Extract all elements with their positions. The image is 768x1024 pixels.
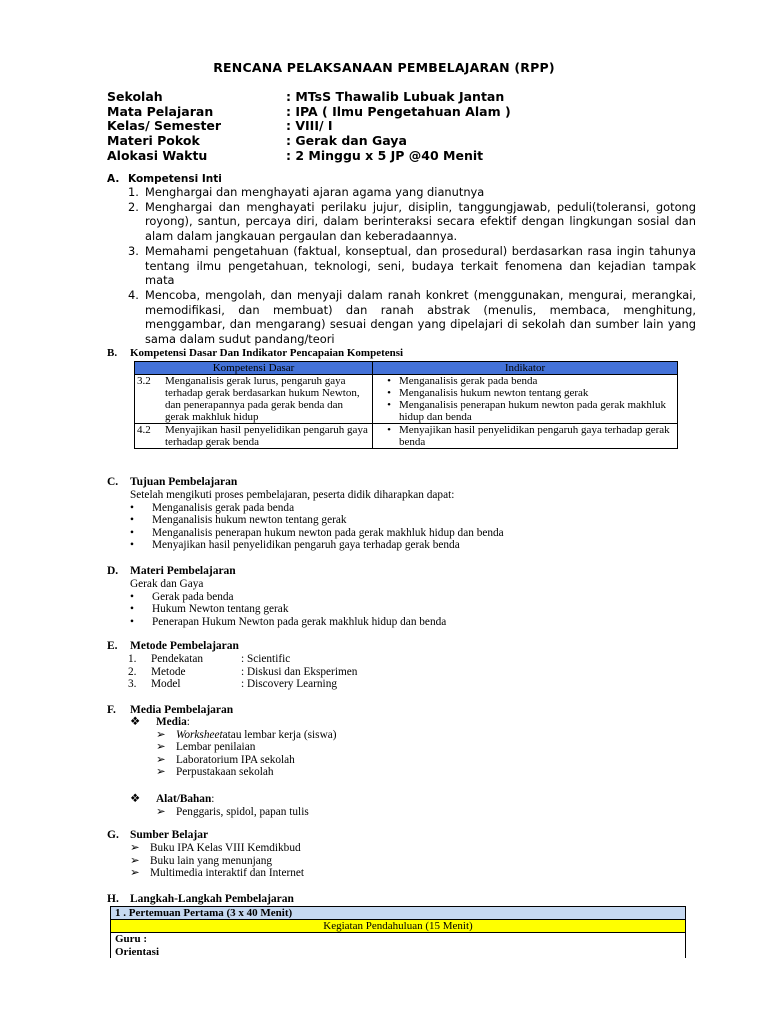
section-e-body — [128, 653, 357, 691]
bullet-dot-icon: • — [130, 615, 134, 628]
section-h-letter: H. — [107, 893, 119, 905]
bullet-dot-icon: • — [130, 590, 134, 603]
arrow-bullet-icon: ➢ — [156, 728, 166, 741]
list-item — [130, 754, 337, 767]
alat-colon: : — [211, 793, 215, 805]
diamond-icon: ❖ — [130, 716, 141, 728]
arrow-bullet-icon: ➢ — [156, 753, 166, 766]
info-value-mapel: : IPA ( Ilmu Pengetahuan Alam ) — [286, 104, 511, 119]
section-d-heading: Materi Pembelajaran — [130, 565, 236, 577]
section-a-letter: A. — [107, 173, 120, 185]
list-item — [379, 399, 675, 423]
section-d-letter: D. — [107, 565, 119, 577]
table-row — [111, 907, 686, 920]
list-label: Metode — [151, 665, 186, 678]
table-row — [111, 920, 686, 933]
kd-number: 4.2 — [135, 424, 164, 449]
list-text: Hukum Newton tentang gerak — [152, 603, 289, 616]
worksheet-rest-text: atau lembar kerja (siswa) — [222, 728, 337, 741]
info-value-materi: : Gerak dan Gaya — [286, 133, 407, 148]
list-number: 3. — [128, 678, 137, 691]
section-d-intro: Gerak dan Gaya — [130, 578, 204, 590]
list-item — [130, 514, 504, 527]
section-b-letter: B. — [107, 347, 118, 359]
info-label-materi: Materi Pokok — [107, 133, 200, 148]
indikator-header-cell: Indikator — [373, 362, 678, 375]
list-text: Menganalisis gerak pada benda — [152, 501, 295, 514]
list-value: : Diskusi dan Eksperimen — [241, 665, 358, 678]
info-value-alokasi: : 2 Minggu x 5 JP @40 Menit — [286, 148, 484, 163]
section-c-letter: C. — [107, 476, 119, 488]
list-item — [379, 387, 675, 399]
list-text: Buku lain yang menunjang — [150, 854, 273, 867]
list-text: Buku IPA Kelas VIII Kemdikbud — [150, 842, 301, 854]
section-b-heading: Kompetensi Dasar Dan Indikator Pencapaian Kompetensi — [130, 347, 404, 359]
list-item — [130, 591, 446, 604]
arrow-bullet-icon: ➢ — [156, 766, 166, 779]
bullet-dot-icon: • — [387, 387, 391, 399]
indikator-text: Menganalisis hukum newton tentang gerak — [399, 387, 589, 399]
list-item — [130, 842, 304, 855]
media-block — [130, 716, 337, 779]
info-label-mapel: Mata Pelajaran — [107, 104, 214, 119]
arrow-bullet-icon: ➢ — [130, 867, 140, 880]
list-item — [130, 806, 309, 819]
kd-table — [134, 361, 678, 449]
ki-number: 1. — [128, 185, 139, 199]
list-item — [130, 603, 446, 616]
section-e-letter: E. — [107, 640, 118, 652]
bullet-dot-icon: • — [130, 526, 134, 539]
ki-item — [128, 244, 696, 288]
list-text: Penerapan Hukum Newton pada gerak makhluk hidup dan benda — [152, 615, 447, 628]
indikator-text: Menyajikan hasil penyelidikan pengaruh gaya terhadap gerak benda — [399, 424, 670, 448]
ki-text: Menghargai dan menghayati perilaku jujur, disiplin, tanggungjawab, peduli(toleransi, gotong royong), santun, percaya diri, dalam berinteraksi secara efektif dengan lingkungan sosial dan alam dalam jangkauan pergaulan dan keberadaannya. — [145, 199, 696, 244]
list-label: Pendekatan — [151, 653, 204, 665]
indikator-cell — [373, 375, 678, 424]
indikator-cell — [373, 424, 678, 449]
media-heading-row — [130, 716, 337, 729]
kd-table-header — [135, 362, 678, 375]
list-text: Penggaris, spidol, papan tulis — [176, 805, 309, 818]
arrow-bullet-icon: ➢ — [156, 741, 166, 754]
ki-text: Memahami pengetahuan (faktual, konseptual, dan prosedural) berdasarkan rasa ingin tahunya tentang ilmu pengetahuan, teknologi, seni, budaya terkait fenomena dan kejadian tampak mata — [145, 243, 696, 288]
arrow-bullet-icon: ➢ — [156, 805, 166, 818]
media-label: Media — [156, 716, 187, 728]
list-number: 2. — [128, 665, 137, 678]
kd-header-cell: Kompetensi Dasar — [135, 362, 373, 375]
kd-text: Menyajikan hasil penyelidikan pengaruh gaya terhadap gerak benda — [163, 424, 373, 449]
ki-item — [128, 200, 696, 244]
bullet-dot-icon: • — [387, 375, 391, 387]
guru-label: Guru : — [115, 933, 148, 945]
ki-number: 4. — [128, 287, 139, 302]
bullet-dot-icon: • — [130, 501, 134, 514]
list-item — [130, 527, 504, 540]
indikator-text: Menganalisis penerapan hukum newton pada gerak makhluk hidup dan benda — [399, 399, 666, 423]
list-text: Lembar penilaian — [176, 741, 256, 754]
ki-text: Menghargai dan menghayati ajaran agama yang dianutnya — [145, 185, 485, 199]
list-text: Perpustakaan sekolah — [176, 766, 274, 779]
ki-text: Mencoba, mengolah, dan menyaji dalam ranah konkret (menggunakan, mengurai, merangkai, memodifikasi, dan membuat) dan ranah abstrak (menulis, membaca, menghitung, menggambar, dan mengarang) sesuai dengan yang dipelajari di sekolah dan sumber lain yang sama dalam sudut pandang/teori — [145, 287, 696, 347]
ki-item — [128, 288, 696, 347]
table-row — [135, 424, 678, 449]
bullet-dot-icon: • — [387, 399, 391, 411]
arrow-bullet-icon: ➢ — [130, 854, 140, 867]
section-h-heading: Langkah-Langkah Pembelajaran — [130, 893, 294, 905]
kompetensi-inti-list — [128, 185, 696, 347]
list-item — [379, 375, 675, 387]
list-item — [130, 616, 446, 629]
info-label-alokasi: Alokasi Waktu — [107, 148, 208, 163]
langkah-table — [110, 906, 686, 958]
list-item — [128, 666, 357, 679]
list-item — [379, 424, 675, 448]
list-item — [128, 678, 357, 691]
list-label: Model — [151, 678, 181, 691]
list-value: : Discovery Learning — [241, 678, 337, 691]
info-label-kelas: Kelas/ Semester — [107, 118, 222, 133]
list-text: Gerak pada benda — [152, 590, 234, 603]
section-c-intro: Setelah mengikuti proses pembelajaran, peserta didik diharapkan dapat: — [130, 489, 455, 501]
list-item — [130, 539, 504, 552]
info-value-kelas: : VIII/ I — [286, 118, 333, 133]
bullet-dot-icon: • — [130, 603, 134, 616]
section-g-heading: Sumber Belajar — [130, 829, 209, 841]
arrow-bullet-icon: ➢ — [130, 842, 140, 854]
list-item — [130, 766, 337, 779]
langkah-table-wrapper — [110, 906, 686, 958]
worksheet-text: Worksheet — [176, 728, 223, 741]
section-g-letter: G. — [107, 829, 119, 841]
guru-cell — [111, 933, 686, 959]
list-item — [130, 867, 304, 880]
list-item — [130, 729, 337, 742]
document-title: RENCANA PELAKSANAAN PEMBELAJARAN (RPP) — [213, 60, 555, 75]
bullet-dot-icon: • — [387, 424, 391, 436]
section-d-body — [130, 578, 446, 628]
ki-item — [128, 185, 696, 200]
indikator-text: Menganalisis gerak pada benda — [399, 375, 538, 387]
section-g-body — [130, 842, 304, 880]
section-a-heading: Kompetensi Inti — [128, 173, 222, 185]
table-row — [111, 933, 686, 959]
section-f-letter: F. — [107, 704, 116, 716]
kd-table-wrapper — [134, 361, 678, 449]
info-label-sekolah: Sekolah — [107, 89, 163, 104]
list-item — [128, 653, 357, 666]
list-text: Laboratorium IPA sekolah — [176, 753, 295, 766]
info-value-sekolah: : MTsS Thawalib Lubuak Jantan — [286, 89, 505, 104]
table-row — [135, 375, 678, 424]
ki-number: 2. — [128, 199, 139, 214]
section-c-heading: Tujuan Pembelajaran — [130, 476, 238, 488]
kd-number: 3.2 — [135, 375, 164, 424]
bullet-dot-icon: • — [130, 514, 134, 527]
diamond-icon: ❖ — [130, 793, 141, 805]
kd-text: Menganalisis gerak lurus, pengaruh gaya terhadap gerak berdasarkan hukum Newton, dan penerapannya pada gerak benda dan gerak makhluk hidup — [163, 375, 373, 424]
orientasi-label: Orientasi — [115, 945, 159, 958]
list-text: Menyajikan hasil penyelidikan pengaruh gaya terhadap gerak benda — [152, 539, 460, 552]
list-text: Menganalisis hukum newton tentang gerak — [152, 514, 347, 527]
section-c-body — [130, 489, 504, 552]
alat-label: Alat/Bahan — [156, 793, 212, 805]
media-colon: : — [186, 716, 190, 728]
list-number: 1. — [128, 653, 137, 665]
list-value: : Scientific — [241, 653, 291, 665]
section-e-heading: Metode Pembelajaran — [130, 640, 239, 652]
bullet-dot-icon: • — [130, 539, 134, 552]
list-text: Menganalisis penerapan hukum newton pada gerak makhluk hidup dan benda — [152, 526, 504, 539]
list-item — [130, 855, 304, 868]
ki-number: 3. — [128, 243, 139, 258]
meeting-cell: 1 . Pertemuan Pertama (3 x 40 Menit) — [111, 907, 686, 920]
section-f-heading: Media Pembelajaran — [130, 704, 234, 716]
kegiatan-cell: Kegiatan Pendahuluan (15 Menit) — [111, 920, 686, 933]
list-item — [130, 502, 504, 515]
list-text: Multimedia interaktif dan Internet — [150, 867, 305, 880]
list-item — [130, 741, 337, 754]
alat-block — [130, 793, 309, 818]
alat-heading-row — [130, 793, 309, 806]
